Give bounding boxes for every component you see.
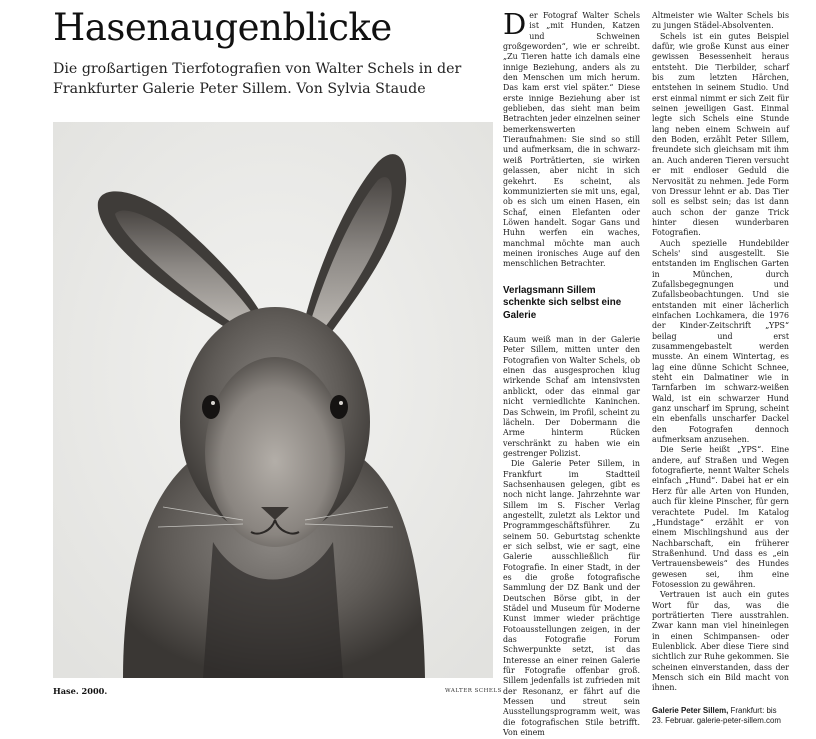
exhibition-info <box>652 706 789 727</box>
paragraph: Auch spezielle Hundebilder Schels' sind ausgestellt. Sie entstanden im Englischen Garten in München, durch Zufallsbegegnungen und Zufallsbeobachtungen. Und sie entstanden mit einer lächerlich einfachen Lochkamera, die 1976 der Kinder-Zeitschrift „YPS“ beilag und erst zusammengebastelt werden musste. An einem Wintertag, es lag eine dünne Schicht Schnee, steht ein Dalmatiner wie in Tarnfarben im schwarz-weißen Wald, ist ein schwarzer Hund ganz unscharf im Sprung, scheint ein ebenfalls unscharfer Dackel den Fotografen dennoch aufmerksam anzusehen. <box>652 238 789 445</box>
photo-caption: Hase. 2000. <box>53 686 108 696</box>
paragraph: Kaum weiß man in der Galerie Peter Sillem, mitten unter den Fotografien von Walter Schels, ob einen das ausgesprochen klug wirkende Schaf am intensivsten anblickt, oder das einmal gar nicht verniedlichte Kaninchen. Das Schwein, im Profil, scheint zu lächeln. Der Dobermann die Arme hinterm Rücken verschränkt zu haben wie ein gestrenger Polizist. <box>503 335 640 458</box>
paragraph: Die Galerie Peter Sillem, in Frankfurt im Stadtteil Sachsenhausen gelegen, gibt es noch nicht lange. Jahrzehnte war Sillem im S. Fischer Verlag angestellt, zuletzt als Lektor und Programmgeschäftsführer. Zu seinem 50. Geburtstag schenkte er sich selbst, wie er sagt, eine Galerie ausschließlich für Fotografie. In einer Stadt, in der es die große fotografische Sammlung der DZ Bank und der Deutschen Börse gibt, in der Städel und Museum für Moderne Kunst immer wieder prächtige Fotoausstellungen zeigen, in der das Fotografie Forum Schwerpunkte setzt, ist das Interesse an einer reinen Galerie für Fotografie offenbar groß. Sillem jedenfalls ist zufrieden mit der Resonanz, er fährt auf die Messen und streut sein Ausstellungsprogramm weit, was die fotografischen Stile betrifft. Von einem <box>503 459 640 738</box>
rabbit-photo <box>53 122 493 678</box>
drop-cap: D <box>503 7 527 41</box>
exhibition-details: Frankfurt: bis 23. Februar. galerie-peter-sillem.com <box>652 705 781 725</box>
article-subhead: Verlagsmann Sillem schenkte sich selbst eine Galerie <box>503 284 622 321</box>
rabbit-illustration <box>53 122 493 678</box>
gallery-name: Galerie Peter Sillem, <box>652 705 729 715</box>
article-column-2 <box>652 11 789 726</box>
paragraph: Schels ist ein gutes Beispiel dafür, wie große Kunst aus einer gewissen Besessenheit heraus entsteht. Die Tierbilder, scharf bis zum letzten Härchen, entstehen in seinem Studio. Und erst einmal nimmt er sich Zeit für seinen jeweiligen Gast. Einmal legte sich Schels eine Stunde lang neben einem Schwein auf den Boden, erzählt Peter Sillem, freundete sich gleichsam mit ihm an. Auch anderen Tieren versucht er mit endloser Geduld die Nervosität zu nehmen. Jede Form von Dressur lehnt er ab. Das Tier soll es selbst sein; das ist dann auch schon der ganze Trick hinter diesen wunderbaren Fotografien. <box>652 31 789 238</box>
paragraph: Vertrauen ist auch ein gutes Wort für das, was die porträtierten Tiere ausstrahlen. Zwar kann man viel hineinlegen in einen Schimpansen- oder Eulenblick. Aber diese Tiere sind sichtlich zur Ruhe gekommen. Sie scheinen einverstanden, dass der Mensch sich ein Bild macht von ihnen. <box>652 590 789 693</box>
photo-credit: WALTER SCHELS <box>445 688 502 694</box>
paragraph-intro: Der Fotograf Walter Schels ist „mit Hunden, Katzen und Schweinen großgeworden“, wie er schreibt. „Zu Tieren hatte ich damals eine innige Beziehung, anders als zu den Menschen um mich herum. Das kam erst viel später.“ Diese erste innige Beziehung aber ist geblieben, das sieht man beim Betrachten jeder einzelnen seiner bemerkenswerten Tieraufnahmen: Sie sind so still und aufmerksam, die in schwarz-weiß Porträtierten, sie wirken gelassen, aber nicht in sich gekehrt. Es scheint, als kommunizierten sie mit uns, egal, ob es sich um einen Hasen, ein Schaf, einen Elefanten oder Löwen handelt. Sogar Gans und Huhn werfen ein waches, manchmal möchte man auch meinen ironisches Auge auf den menschlichen Betrachter. <box>503 7 640 269</box>
paragraph: Die Serie heißt „YPS“. Eine andere, auf Straßen und Wegen fotografierte, nennt Walter Schels einfach „Hund“. Dabei hat er ein Herz für alle Arten von Hunden, auch für kleine Pinscher, für gern verachtete Pudel. Im Katalog „Hundstage“ erzählt er von einem Mischlingshund aus der Nachbarschaft, ein früherer Straßenhund. Und dass es „ein Vertrauensbeweis“ des Hundes gewesen sei, ihm eine Fotosession zu gewähren. <box>652 445 789 589</box>
paragraph: Altmeister wie Walter Schels bis zu jungen Städel-Absolventen. <box>652 11 789 31</box>
article-subtitle: Die großartigen Tierfotografien von Walter Schels in der Frankfurter Galerie Peter Sillem. Von Sylvia Staude <box>53 61 462 97</box>
article-column-1 <box>503 7 640 739</box>
article-title: Hasenaugenblicke <box>53 6 392 49</box>
